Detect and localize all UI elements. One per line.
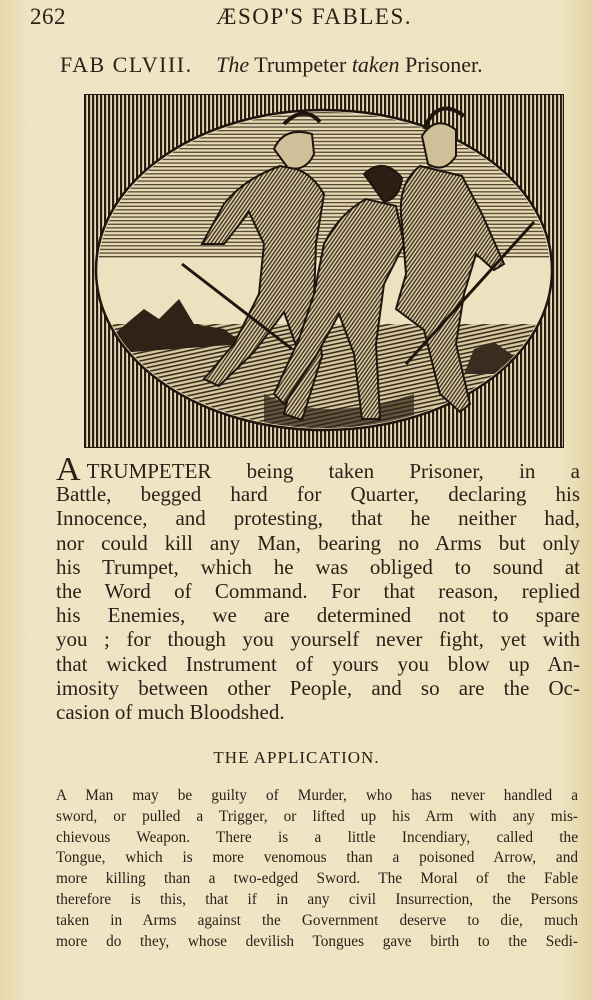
fable-text bbox=[56, 451, 580, 724]
application-text-line: sword, or pulled a Trigger, or lifted up his Arm with any mis- bbox=[56, 807, 578, 825]
running-head bbox=[30, 4, 570, 30]
application-text-line: more do they, whose devilish Tongues gave birth to the Sedi- bbox=[56, 932, 578, 950]
page-number: 262 bbox=[30, 4, 66, 29]
fable-text-line: his Enemies, we are determined not to spare bbox=[56, 603, 580, 628]
fable-title-word: The bbox=[216, 52, 250, 77]
fable-text-line-content: TRUMPETER being taken Prisoner, in a bbox=[86, 459, 580, 483]
fable-text-line: casion of much Bloodshed. bbox=[56, 699, 285, 724]
woodcut-illustration bbox=[84, 94, 564, 448]
drop-cap: A bbox=[56, 451, 81, 488]
fable-text-line: the Word of Command. For that reason, replied bbox=[56, 578, 580, 603]
fable-text-line: his Trumpet, which he was obliged to sound at bbox=[56, 554, 580, 579]
fable-text-line: nor could kill any Man, bearing no Arms but only bbox=[56, 530, 580, 555]
application-text-line: taken in Arms against the Government deserve to die, much bbox=[56, 911, 578, 929]
fable-text-line: that wicked Instrument of yours you blow up An- bbox=[56, 651, 580, 676]
application-text-line: chievous Weapon. There is a little Incendiary, called the bbox=[56, 828, 578, 846]
fable-title-word: Trumpeter bbox=[254, 52, 347, 77]
application-text-line: more killing than a two-edged Sword. The Moral of the Fable bbox=[56, 870, 578, 888]
fable-text-line: Innocence, and protesting, that he neither had, bbox=[56, 506, 580, 531]
fable-text-line: imosity between other People, and so are the Oc- bbox=[56, 675, 580, 700]
application-text-line: Tongue, which is more venomous than a poisoned Arrow, and bbox=[56, 849, 578, 867]
fable-text-line: you ; for though you yourself never fight, yet with bbox=[56, 627, 580, 652]
fable-text-line bbox=[56, 451, 580, 488]
fable-title bbox=[216, 52, 482, 77]
fable-number: FAB CLVIII. bbox=[60, 52, 193, 77]
fable-title-word: taken bbox=[351, 52, 400, 77]
fable-title-word: Prisoner. bbox=[404, 52, 483, 77]
fable-heading bbox=[60, 52, 580, 78]
application-heading: THE APPLICATION. bbox=[213, 748, 380, 767]
fable-text-line: Battle, begged hard for Quarter, declaring his bbox=[56, 482, 580, 507]
application-text bbox=[56, 786, 578, 952]
book-title: ÆSOP'S FABLES. bbox=[216, 4, 413, 29]
application-text-line: A Man may be guilty of Murder, who has never handled a bbox=[56, 787, 578, 804]
application-text-line: therefore is this, that if in any civil Insurrection, the Persons bbox=[56, 890, 578, 908]
